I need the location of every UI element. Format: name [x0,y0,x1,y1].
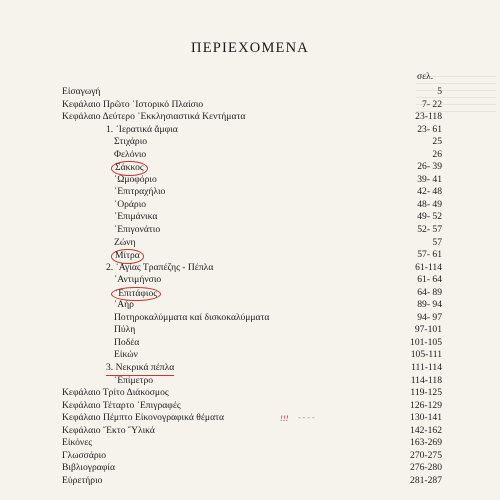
toc-entry [0,124,500,137]
toc-entry-pages: 130-141 [410,412,442,424]
toc-entry-label: 3. Νεκρικά πέπλα [106,362,174,376]
toc-entry [0,324,500,337]
toc-entry-pages: 281-287 [410,474,442,486]
toc-entry [0,349,500,362]
handwritten-ink-note: !!! [280,413,289,424]
table-of-contents [0,86,500,488]
toc-entry-label: Μίτρα [111,249,144,264]
toc-entry-label: Εἰσαγωγή [62,86,101,97]
toc-entry [0,186,500,199]
toc-entry-pages: 26- 39 [417,161,442,173]
toc-entry-pages: 7- 22 [422,98,442,110]
toc-entry-label: Σάκκος [111,161,148,176]
pages-column-header: σελ. [417,72,434,82]
toc-entry [0,375,500,388]
toc-entry-label: Ζώνη [114,236,136,248]
toc-entry-pages: 61- 64 [417,274,442,286]
toc-entry [0,450,500,463]
toc-entry-label: ᾿Επιμάνικα [114,211,158,223]
toc-entry-label: Βιβλιογραφία [62,462,115,474]
toc-entry-label: Πύλη [114,324,136,336]
toc-entry [0,400,500,413]
toc-entry [0,412,500,425]
toc-entry [0,262,500,275]
toc-entry-label: ᾿Επιτάφιος [111,287,161,302]
toc-entry-pages: 52- 57 [417,224,442,236]
toc-entry-pages: 276-280 [410,462,442,474]
toc-entry-label: Κεφάλαιο ῞Εκτο ῞Υλικά [62,424,155,436]
toc-entry [0,99,500,112]
toc-entry [0,337,500,350]
toc-entry-pages: 39- 41 [417,173,442,185]
toc-entry [0,462,500,475]
toc-entry-pages: 49- 52 [417,211,442,223]
toc-entry-label: Στιχάριο [114,136,148,148]
toc-entry-label: Ποτηροκαλύμματα καί δισκοκαλύμματα [114,311,270,323]
toc-entry [0,161,500,174]
toc-entry-label: Κεφάλαιο Πέμπτο Εἰκονογραφικά θέματα [62,412,224,424]
toc-entry [0,312,500,325]
toc-entry-pages: 105-111 [410,349,442,361]
toc-entry-label: Γλωσσάριο [62,449,107,461]
toc-entry [0,136,500,149]
toc-entry-pages: 94- 97 [417,311,442,323]
toc-entry-label: Κεφάλαιο Δεύτερο ᾿Εκκλησιαστικά Κεντήματα [62,111,246,123]
toc-entry-pages: 142-162 [410,424,442,436]
toc-entry-pages: 61-114 [415,261,442,273]
toc-entry [0,299,500,312]
toc-entry-label: Εἰκόνες [62,437,93,449]
toc-entry [0,274,500,287]
toc-entry-label: ᾿Επιγονάτιο [114,224,161,236]
page-title: ΠΕΡΙΕΧΟΜΕΝΑ [191,40,309,56]
toc-entry-label: ᾿Αντιμήνσιο [114,274,162,286]
toc-entry-pages: 25 [432,136,442,148]
toc-entry-pages: 97-101 [414,324,442,336]
toc-entry-pages: 111-114 [411,362,442,374]
toc-entry-label: Εἰκών [114,349,138,361]
toc-entry [0,111,500,124]
toc-entry-label: ᾿Οράριο [114,198,147,210]
toc-entry [0,249,500,262]
toc-entry [0,149,500,162]
toc-entry-pages: 101-105 [410,336,442,348]
toc-entry-pages: 57 [432,236,442,248]
toc-entry-pages: 126-129 [410,399,442,411]
toc-entry-pages: 26 [432,148,442,160]
toc-entry-pages: 42- 48 [417,186,442,198]
toc-entry [0,199,500,212]
toc-entry-label: Ποδέα [114,336,140,348]
toc-entry [0,174,500,187]
toc-entry-label: ᾿Επιτραχήλιο [114,186,166,198]
toc-entry-pages: 23-118 [415,111,442,123]
toc-entry [0,237,500,250]
toc-entry-label: ᾿Επίμετρο [114,374,154,386]
toc-entry [0,425,500,438]
toc-entry-label: Κεφάλαιο Τρίτο Διάκοσμος [62,387,169,399]
toc-entry-pages: 64- 89 [417,286,442,298]
toc-entry-pages: 163-269 [410,437,442,449]
toc-entry [0,224,500,237]
toc-entry-label: Κεφάλαιο Πρῶτο ῾Ιστορικό Πλαίσιο [62,98,204,110]
toc-entry-label: 2. ῾Αγίας Τραπέζης - Πέπλα [106,261,214,273]
toc-entry-label: Φελόνιο [114,148,147,160]
toc-entry-pages: 114-118 [410,374,442,386]
toc-entry-label: Κεφάλαιο Τέταρτο ᾿Επιγραφές [62,399,181,411]
toc-entry-label: Εὑρετήριο [62,474,103,486]
toc-entry-label: 1. ῾Ιερατικά ἄμφια [106,123,178,135]
toc-entry-pages: 89- 94 [417,299,442,311]
toc-entry-pages: 119-125 [410,387,442,399]
toc-entry-pages: 48- 49 [417,198,442,210]
toc-entry [0,211,500,224]
toc-entry-pages: 23- 61 [417,123,442,135]
toc-entry-pages: 5 [437,86,442,97]
toc-entry [0,287,500,300]
toc-entry [0,86,500,99]
toc-entry-label: ᾿Αήρ [114,299,134,311]
toc-entry [0,362,500,375]
toc-entry-pages: 57- 61 [417,249,442,261]
toc-entry [0,475,500,488]
toc-entry [0,387,500,400]
handwritten-pencil-note: - - - - [298,413,315,423]
toc-entry-label: ᾿Ωμοφόριο [114,173,157,185]
toc-entry [0,437,500,450]
toc-entry-pages: 270-275 [410,449,442,461]
